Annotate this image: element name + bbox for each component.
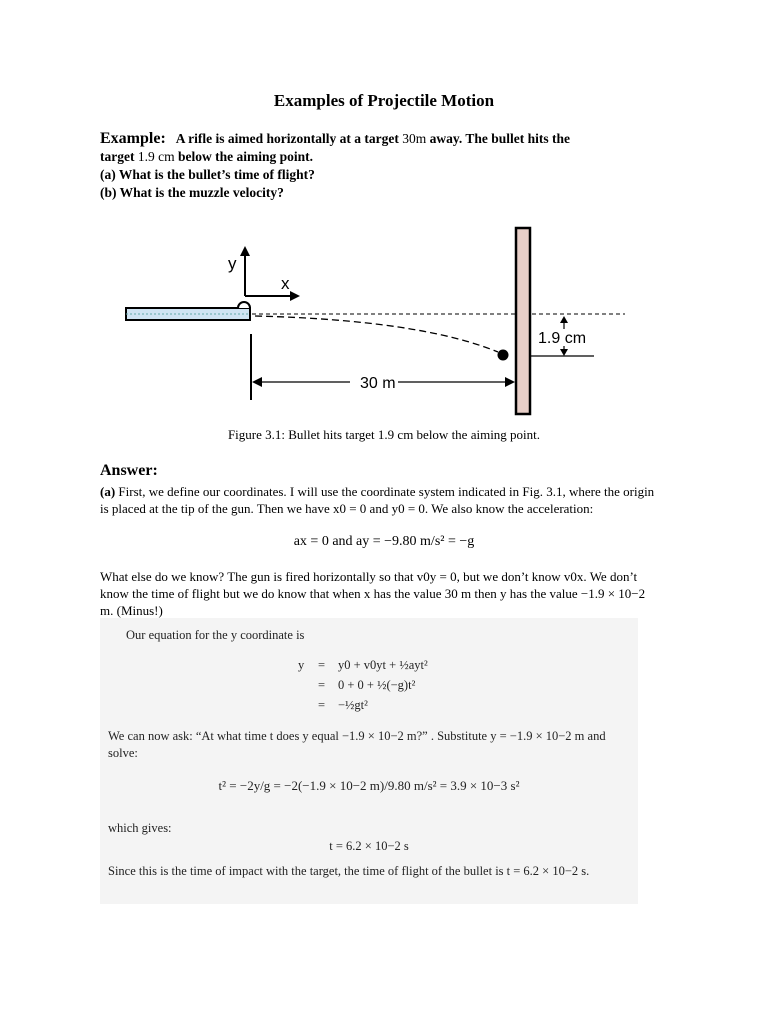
page-title: Examples of Projectile Motion: [273, 91, 495, 110]
acceleration-equation: ax = 0 and ay = −9.80 m/s² = −g: [293, 534, 475, 549]
x-axis-label: x: [281, 274, 290, 293]
y-axis-arrow: [240, 246, 250, 256]
drop-arrowhead-bottom: [560, 349, 568, 356]
example-block: [100, 130, 660, 202]
eq-sign-2: =: [318, 678, 326, 692]
drop-label: 1.9 cm: [538, 330, 587, 347]
distance-arrow-left: [252, 377, 262, 387]
example-label: Example:: [100, 130, 166, 147]
example-statement: Example: A rifle is aimed horizontally at a target 30m away. The bullet hits the target 1.9 cm below the aiming point.: [100, 130, 571, 164]
y-lhs: y: [298, 658, 305, 672]
excerpt-question: We can now ask: “At what time t does y equal −1.9 × 10−2 m?” . Substitute y = −1.9 × 10−2 m and solve:: [108, 729, 606, 760]
y-equation-line-1: y0 + v0yt + ½ayt²: [338, 658, 428, 672]
bullet-trajectory: [255, 316, 498, 352]
figure-caption: Figure 3.1: Bullet hits target 1.9 cm below the aiming point.: [227, 427, 541, 442]
excerpt-intro: Our equation for the y coordinate is: [126, 628, 305, 642]
question-a: (a) What is the bullet’s time of flight?: [100, 167, 315, 182]
bullet: [498, 350, 509, 361]
distance-label: 30 m: [360, 375, 396, 392]
y-equation-line-3: −½gt²: [338, 698, 368, 712]
t-squared-equation: t² = −2y/g = −2(−1.9 × 10−2 m)/9.80 m/s² = 3.9 × 10−3 s²: [218, 778, 520, 793]
textbook-excerpt: [100, 618, 638, 904]
y-equation-line-2: 0 + 0 + ½(−g)t²: [338, 678, 416, 692]
eq-sign-3: =: [318, 698, 326, 712]
answer-paragraph-2: What else do we know? The gun is fired horizontally so that v0y = 0, but we don’t know v0x. We don’t know the time of flight but we do know that when x has the value 30 m then y has the value −1.9 × 10−2 m. (Minus!): [100, 569, 646, 618]
t-result-equation: t = 6.2 × 10−2 s: [329, 839, 409, 853]
excerpt-which-gives: which gives:: [108, 821, 172, 835]
answer-heading: Answer:: [100, 462, 158, 479]
question-b: (b) What is the muzzle velocity?: [100, 185, 284, 200]
drop-arrowhead-top: [560, 316, 568, 323]
excerpt-conclusion: Since this is the time of impact with the target, the time of flight of the bullet is t = 6.2 × 10−2 s.: [108, 864, 590, 878]
x-axis-arrow: [290, 291, 300, 301]
eq-sign-1: =: [318, 658, 326, 672]
target-board: [516, 228, 530, 414]
gun-sight: [238, 302, 250, 308]
answer-paragraph-1: (a) First, we define our coordinates. I will use the coordinate system indicated in Fig. 3.1, where the origin is placed at the tip of the gun. Then we have x0 = 0 and y0 = 0. We also know the acceleration:: [100, 484, 655, 516]
projectile-figure: [120, 222, 640, 418]
y-axis-label: y: [228, 254, 237, 273]
distance-arrow-right: [505, 377, 515, 387]
